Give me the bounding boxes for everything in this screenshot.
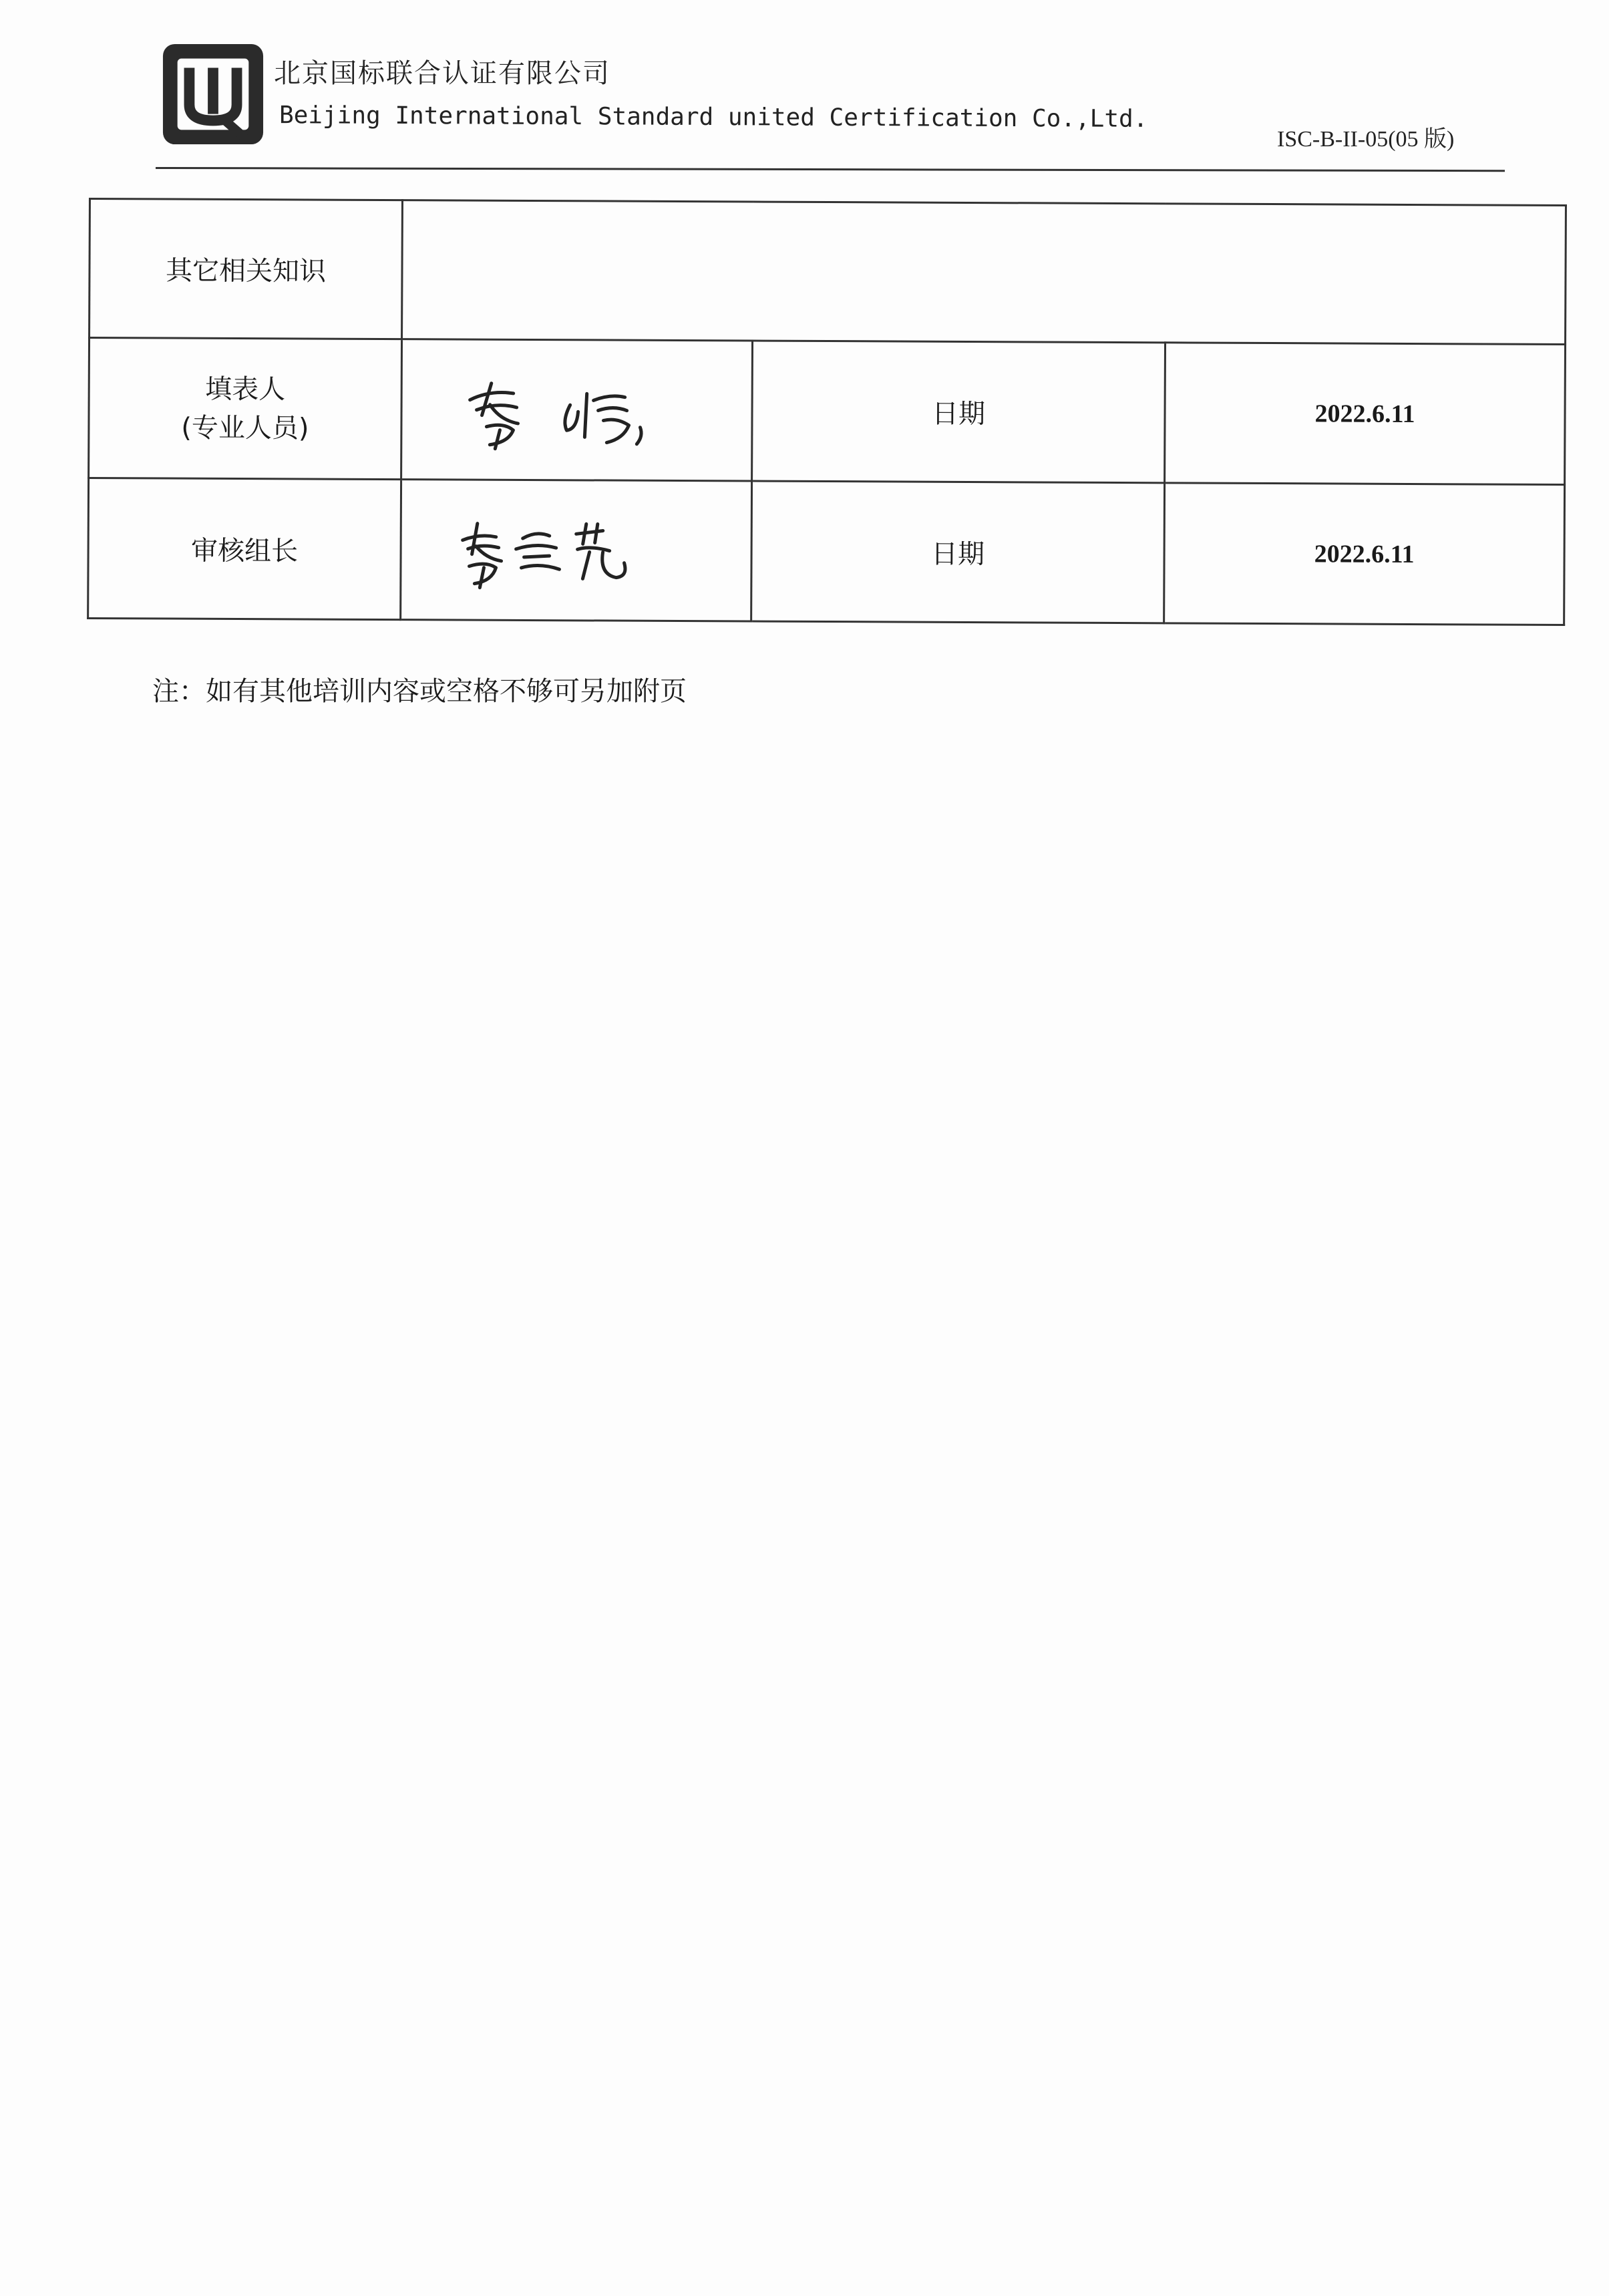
table-row [89,338,1566,485]
other-knowledge-label: 其它相关知识 [90,199,403,339]
filler-label-line2: (专业人员) [181,412,309,444]
filler-date-value: 2022.6.11 [1165,343,1566,485]
reviewer-label: 审核组长 [88,478,401,620]
form-code: ISC-B-II-05(05 版) [1277,127,1455,152]
filler-date-label: 日期 [752,341,1166,483]
company-name-cn: 北京国标联合认证有限公司 [274,58,610,89]
reviewer-date-value: 2022.6.11 [1164,483,1565,625]
filler-label-line1: 填表人 [205,373,286,405]
table-row [88,478,1565,625]
footer-note: 注：如有其他培训内容或空格不够可另加附页 [152,676,687,707]
table-row [90,199,1566,345]
header-divider [156,167,1505,172]
record-table [87,198,1567,626]
company-logo [160,41,266,147]
reviewer-signature [449,503,703,598]
company-name-en: Beijing International Standard united Certification Co.,Ltd. [279,102,1148,133]
reviewer-date-label: 日期 [751,481,1165,623]
filler-signature [450,363,704,458]
filler-label [89,338,402,480]
other-knowledge-field [402,200,1566,345]
filler-signature-cell [401,339,753,481]
reviewer-signature-cell [401,480,752,621]
